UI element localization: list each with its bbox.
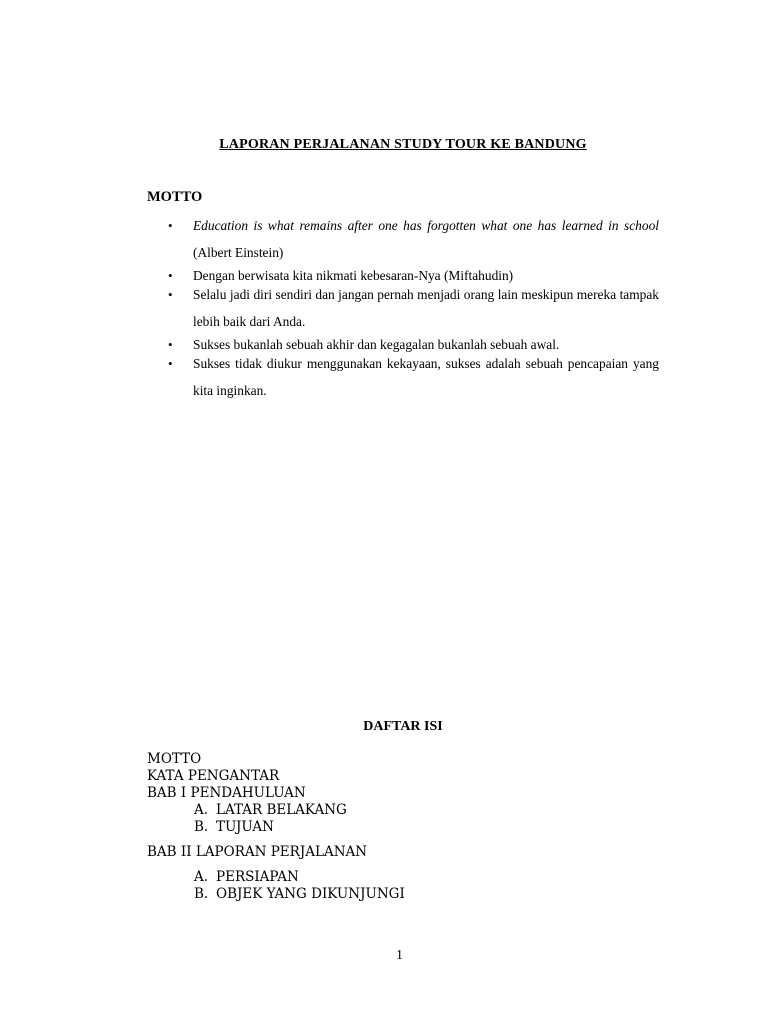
toc-label: PERSIAPAN	[216, 869, 299, 885]
toc-letter: A.	[194, 802, 209, 818]
motto-text: Sukses tidak diukur menggunakan kekayaan, sukses adalah sebuah pencapaian yang kita inginkan.	[193, 356, 659, 398]
toc-letter: A.	[194, 869, 209, 885]
bullet-icon: •	[168, 356, 173, 371]
motto-text: Dengan berwisata kita nikmati kebesaran-Nya (Miftahudin)	[193, 268, 514, 283]
toc-label: BAB I PENDAHULUAN	[147, 785, 306, 801]
toc-subentry	[147, 802, 405, 819]
motto-list	[168, 212, 659, 404]
toc-label: TUJUAN	[216, 819, 274, 835]
toc-heading: DAFTAR ISI	[363, 719, 443, 734]
toc-label: LATAR BELAKANG	[216, 802, 347, 818]
motto-item	[168, 212, 659, 266]
table-of-contents	[147, 751, 405, 903]
motto-text: Sukses bukanlah sebuah akhir dan kegagalan bukanlah sebuah awal.	[193, 337, 560, 352]
toc-letter: B.	[194, 819, 209, 835]
motto-item	[168, 281, 659, 335]
motto-text: Selalu jadi diri sendiri dan jangan pernah menjadi orang lain meskipun mereka tampak lebih baik dari Anda.	[193, 287, 659, 329]
toc-entry	[147, 785, 405, 802]
motto-author: (Albert Einstein)	[193, 245, 284, 260]
toc-label: MOTTO	[147, 751, 202, 767]
toc-label: BAB II LAPORAN PERJALANAN	[147, 844, 368, 860]
toc-subentry	[147, 869, 405, 886]
page-number: 1	[396, 948, 403, 963]
motto-quote: Education is what remains after one has forgotten what one has learned in school	[193, 218, 659, 233]
bullet-icon: •	[168, 268, 173, 283]
motto-item	[168, 350, 659, 404]
document-title: LAPORAN PERJALANAN STUDY TOUR KE BANDUNG	[219, 137, 587, 152]
toc-entry	[147, 751, 405, 768]
bullet-icon: •	[168, 218, 173, 233]
toc-subentry	[147, 886, 405, 903]
bullet-icon: •	[168, 287, 173, 302]
bullet-icon: •	[168, 337, 173, 352]
toc-entry	[147, 768, 405, 785]
toc-entry	[147, 844, 405, 861]
toc-subentry	[147, 819, 405, 836]
toc-letter: B.	[194, 886, 209, 902]
motto-heading: MOTTO	[147, 189, 203, 205]
toc-label: OBJEK YANG DIKUNJUNGI	[216, 886, 405, 902]
toc-label: KATA PENGANTAR	[147, 768, 280, 784]
